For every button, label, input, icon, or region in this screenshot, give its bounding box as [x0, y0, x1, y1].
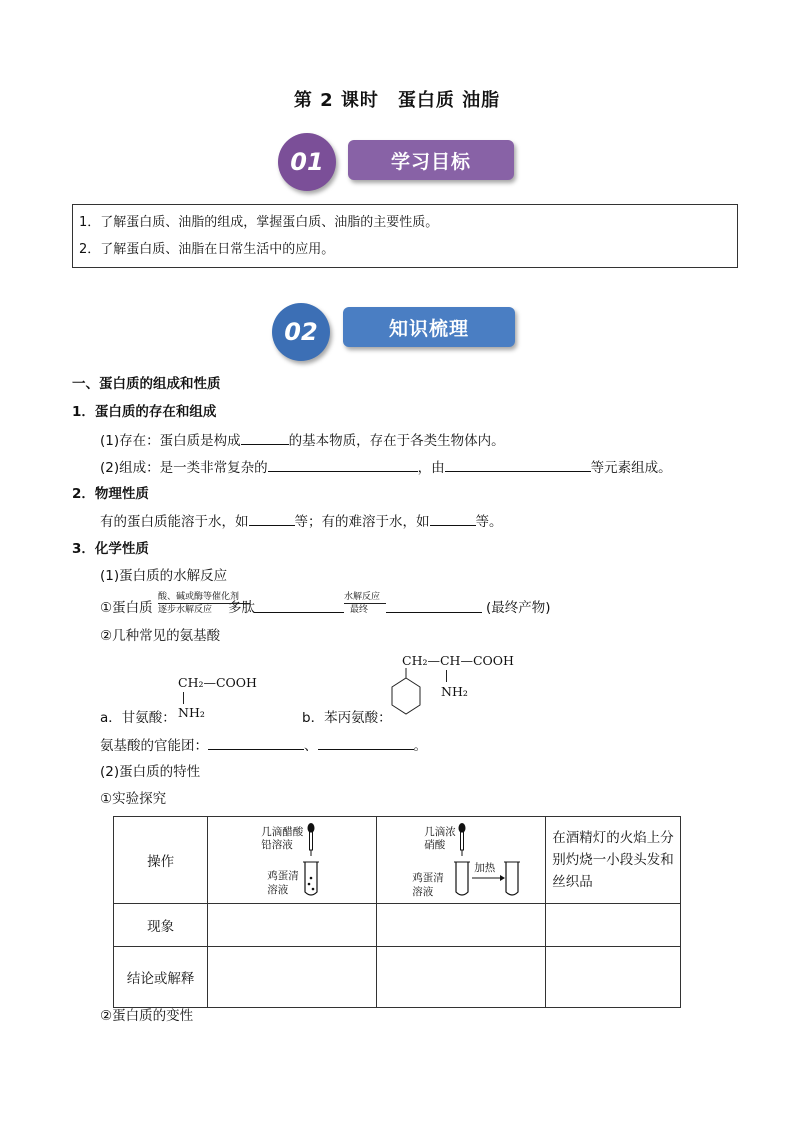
answer-cell[interactable]: [208, 947, 377, 1008]
section-number-badge-01: 01: [278, 133, 336, 191]
answer-cell[interactable]: [546, 947, 681, 1008]
operation-cell-lead-acetate: 几滴醋酸 铅溶液 鸡蛋清 溶液: [208, 817, 377, 904]
hydrolysis-title: (1)蛋白质的水解反应: [100, 568, 228, 584]
fill-blank[interactable]: [445, 457, 591, 472]
protein-special-title: (2)蛋白质的特性: [100, 764, 201, 780]
composition-line: (2)组成：是一类非常复杂的 ，由 等元素组成。: [100, 457, 672, 478]
subheading-chemical: 3．化学性质: [72, 541, 149, 557]
answer-cell[interactable]: [546, 904, 681, 947]
hydrolysis-condition-2: 水解反应: [344, 592, 381, 602]
bond-line: [183, 692, 184, 704]
experiment-table: [113, 816, 681, 1008]
fill-blank[interactable]: [386, 598, 482, 613]
goal-item: 1．了解蛋白质、油脂的组成，掌握蛋白质、油脂的主要性质。: [79, 215, 439, 230]
phenylalanine-label: b．苯丙氨酸：: [302, 710, 392, 726]
operation-cell-nitric-acid: 几滴浓 硝酸 加热 鸡蛋清 溶液: [377, 817, 546, 904]
glycine-label: a．甘氨酸：: [100, 710, 176, 726]
section-label-learning-goals: 学习目标: [348, 140, 514, 180]
section-heading: 一、蛋白质的组成和性质: [72, 376, 221, 392]
amino-acids-title: ②几种常见的氨基酸: [100, 628, 221, 644]
fill-blank[interactable]: [430, 511, 476, 526]
fill-blank[interactable]: [241, 430, 289, 445]
fill-blank[interactable]: [268, 457, 418, 472]
fill-blank[interactable]: [208, 735, 304, 750]
experiment-title: ①实验探究: [100, 791, 167, 807]
hydrolysis-condition-bottom: 逐步水解反应: [158, 605, 213, 615]
subheading-existence: 1．蛋白质的存在和组成: [72, 404, 217, 420]
fill-blank[interactable]: [318, 735, 414, 750]
hydrolysis-prefix: ①蛋白质: [100, 600, 153, 616]
dropper-heat-test-tube-icon: [452, 822, 522, 898]
phenylalanine-amino: NH₂: [441, 684, 468, 699]
hydrolysis-condition: 酸、碱或酶等催化剂: [158, 592, 240, 602]
glycine-formula: CH₂—COOH: [178, 675, 257, 690]
functional-groups-line: 氨基酸的官能团： 、 。: [100, 735, 427, 756]
glycine-amino: NH₂: [178, 705, 205, 720]
existence-line: (1)存在：蛋白质是构成 的基本物质，存在于各类生物体内。: [100, 430, 505, 451]
fill-blank[interactable]: [249, 511, 295, 526]
row-label-operation: 操作: [114, 817, 208, 904]
fill-blank[interactable]: [254, 598, 344, 613]
answer-cell[interactable]: [377, 947, 546, 1008]
hydrolysis-suffix: (最终产物): [486, 600, 551, 616]
page-title: 第 2 课时 蛋白质 油脂: [293, 90, 501, 111]
hydrolysis-intermediate: 多肽: [228, 600, 255, 616]
section-number-badge-02: 02: [272, 303, 330, 361]
phenylalanine-formula: CH₂—CH—COOH: [402, 653, 514, 668]
hydrolysis-condition-2-bottom: 最终: [350, 605, 369, 615]
learning-goals-box: [72, 204, 738, 268]
operation-cell-burning: 在酒精灯的火焰上分别灼烧一小段头发和丝织品: [546, 817, 681, 904]
dropper-and-test-tube-icon: [301, 822, 325, 898]
benzene-ring-icon: [388, 668, 428, 720]
answer-cell[interactable]: [208, 904, 377, 947]
answer-cell[interactable]: [377, 904, 546, 947]
subheading-physical: 2．物理性质: [72, 486, 149, 502]
row-label-conclusion: 结论或解释: [114, 947, 208, 1008]
bond-line: [446, 670, 447, 682]
row-label-phenomenon: 现象: [114, 904, 208, 947]
reaction-arrow: [344, 603, 386, 604]
denaturation-title: ②蛋白质的变性: [100, 1008, 194, 1024]
goal-item: 2．了解蛋白质、油脂在日常生活中的应用。: [79, 242, 335, 257]
section-label-knowledge-review: 知识梳理: [343, 307, 515, 347]
physical-line: 有的蛋白质能溶于水，如 等；有的难溶于水，如 等。: [100, 511, 503, 532]
